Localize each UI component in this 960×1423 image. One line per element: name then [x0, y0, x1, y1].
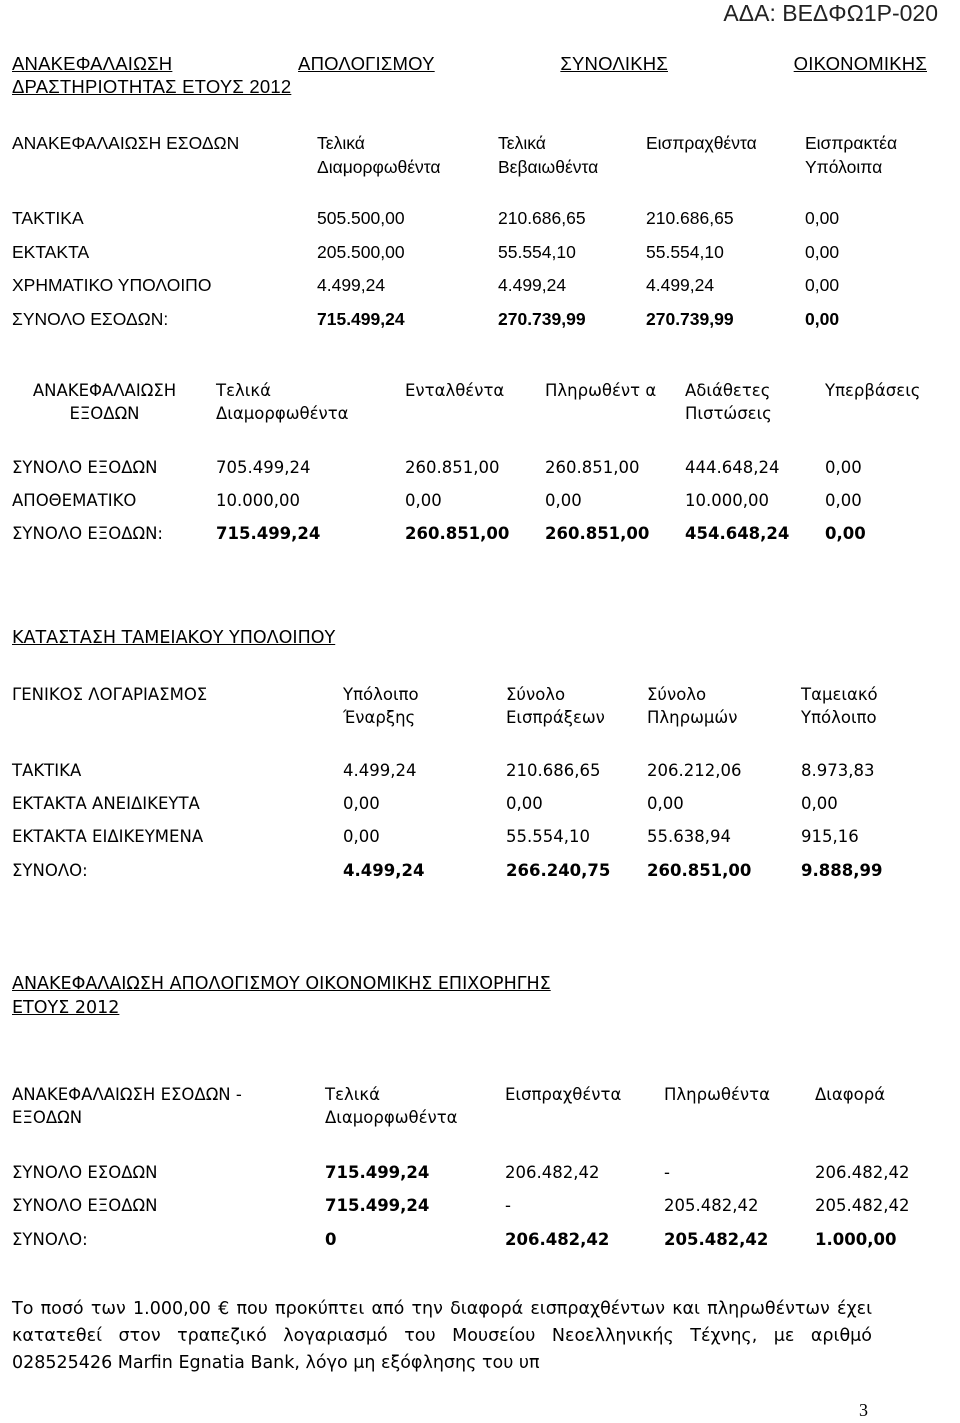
table-header: Υπόλοιπο Έναρξης [343, 685, 419, 727]
table-cell: ΣΥΝΟΛΟ ΕΞΟΔΩΝ [12, 458, 158, 477]
table-header: Αδιάθετες Πιστώσεις [685, 381, 772, 423]
table-cell: 260.851,00 [647, 861, 752, 880]
table-cell: 206.482,42 [505, 1163, 600, 1182]
table-header: ΓΕΝΙΚΟΣ ΛΟΓΑΡΙΑΣΜΟΣ [12, 685, 208, 704]
table-header: Τελικά Βεβαιωθέντα [498, 133, 599, 177]
section-title-grant-line2: ΕΤΟΥΣ 2012 [12, 998, 120, 1018]
table-header: Τελικά Διαμορφωθέντα [317, 133, 441, 177]
title-word: ΑΝΑΚΕΦΑΛΑΙΩΣΗ [12, 53, 173, 74]
table-cell: 270.739,99 [498, 309, 586, 329]
table-header: Εισπραχθέντα [646, 133, 757, 153]
section-title-overall [12, 53, 927, 75]
table-cell: 260.851,00 [545, 458, 640, 477]
table-cell: 0,00 [343, 794, 380, 813]
table-cell: 4.499,24 [646, 275, 715, 295]
table-cell: 205.482,42 [664, 1196, 759, 1215]
table-cell: 444.648,24 [685, 458, 780, 477]
table-cell: 0,00 [343, 827, 380, 846]
table-cell: 205.482,42 [664, 1230, 769, 1249]
title-word: ΟΙΚΟΝΟΜΙΚΗΣ [793, 53, 927, 74]
table-header: Τελικά Διαμορφωθέντα [216, 381, 349, 423]
table-cell: 0,00 [405, 491, 442, 510]
document-code: ΑΔΑ: ΒΕΔΦΩ1Ρ-020 [723, 0, 938, 26]
title-word: ΣΥΝΟΛΙΚΗΣ [560, 53, 668, 74]
table-cell: 0,00 [801, 794, 838, 813]
table-cell: 206.212,06 [647, 761, 742, 780]
table-cell: 4.499,24 [317, 275, 386, 295]
table-header: Πληρωθέντ α [545, 381, 657, 400]
table-cell: 55.554,10 [498, 242, 576, 262]
table-header: ΑΝΑΚΕΦΑΛΑΙΩΣΗ ΕΣΟΔΩΝ - ΕΞΟΔΩΝ [12, 1085, 242, 1127]
table-cell: ΣΥΝΟΛΟ ΕΞΟΔΩΝ [12, 1196, 158, 1215]
table-cell: ΑΠΟΘΕΜΑΤΙΚΟ [12, 491, 137, 510]
table-cell: 55.554,10 [506, 827, 590, 846]
table-cell: 9.888,99 [801, 861, 883, 880]
section-title-cash: ΚΑΤΑΣΤΑΣΗ ΤΑΜΕΙΑΚΟΥ ΥΠΟΛΟΙΠΟΥ [12, 628, 336, 648]
table-cell: 0,00 [506, 794, 543, 813]
table-cell: 210.686,65 [506, 761, 601, 780]
table-cell: 205.482,42 [815, 1196, 910, 1215]
table-cell: 260.851,00 [405, 524, 510, 543]
table-cell: ΣΥΝΟΛΟ ΕΞΟΔΩΝ: [12, 524, 163, 543]
body-paragraph: Το ποσό των 1.000,00 € που προκύπτει από την διαφορά εισπραχθέντων και πληρωθέντων έχει κατατεθεί στον τραπεζικό λογαριασμό του Μουσείου Νεοελληνικής Τέχνης, με αριθμό 028525426 Marfin Egnatia Bank, λόγο μη εξόφλησης του υπ [12, 1299, 872, 1373]
table-cell: 4.499,24 [343, 761, 417, 780]
table-cell: ΕΚΤΑΚΤΑ ΑΝΕΙΔΙΚΕΥΤΑ [12, 794, 200, 813]
table-cell: 0,00 [647, 794, 684, 813]
table-cell: ΕΚΤΑΚΤΑ ΕΙΔΙΚΕΥΜΕΝΑ [12, 827, 204, 846]
table-cell: 0,00 [545, 491, 582, 510]
table-cell: 715.499,24 [325, 1163, 430, 1182]
table-cell: - [505, 1196, 511, 1215]
table-cell: 454.648,24 [685, 524, 790, 543]
table-cell: 0,00 [825, 458, 862, 477]
table-cell: 260.851,00 [545, 524, 650, 543]
table-cell: 205.500,00 [317, 242, 405, 262]
table-cell: ΕΚΤΑΚΤΑ [12, 242, 90, 262]
table-cell: 0,00 [825, 524, 866, 543]
table-cell: 210.686,65 [498, 208, 586, 228]
table-cell: 206.482,42 [815, 1163, 910, 1182]
table-cell: ΤΑΚΤΙΚΑ [12, 761, 82, 780]
title-word: ΑΠΟΛΟΓΙΣΜΟΥ [298, 53, 435, 74]
table-cell: 715.499,24 [325, 1196, 430, 1215]
table-cell: 705.499,24 [216, 458, 311, 477]
table-header: Υπερβάσεις [825, 381, 921, 400]
table-header: Διαφορά [815, 1085, 886, 1104]
table-cell: 0,00 [805, 242, 840, 262]
table-cell: 10.000,00 [685, 491, 769, 510]
section-title-grant: ΑΝΑΚΕΦΑΛΑΙΩΣΗ ΑΠΟΛΟΓΙΣΜΟΥ ΟΙΚΟΝΟΜΙΚΗΣ ΕΠΙΧΟΡΗΓΗΣ [12, 974, 551, 994]
table-cell: 55.638,94 [647, 827, 731, 846]
table-header: Τελικά Διαμορφωθέντα [325, 1085, 458, 1127]
table-header: Ενταλθέντα [405, 381, 505, 400]
table-cell: 0,00 [805, 275, 840, 295]
table-cell: 55.554,10 [646, 242, 724, 262]
table-cell: 715.499,24 [317, 309, 405, 329]
section-title-overall-line2: ΔΡΑΣΤΗΡΙΟΤΗΤΑΣ ΕΤΟΥΣ 2012 [12, 76, 292, 97]
table-cell: 505.500,00 [317, 208, 405, 228]
table-header: Εισπραχθέντα [505, 1085, 622, 1104]
table-cell: 4.499,24 [343, 861, 425, 880]
table-cell: 1.000,00 [815, 1230, 897, 1249]
table-cell: 210.686,65 [646, 208, 734, 228]
table-cell: ΤΑΚΤΙΚΑ [12, 208, 84, 228]
table-cell: 0,00 [805, 309, 840, 329]
table-cell: ΧΡΗΜΑΤΙΚΟ ΥΠΟΛΟΙΠΟ [12, 275, 212, 295]
table-cell: 0 [325, 1230, 337, 1249]
table-cell: 266.240,75 [506, 861, 611, 880]
table-cell: 4.499,24 [498, 275, 567, 295]
table-cell: - [664, 1163, 670, 1182]
table-cell: 260.851,00 [405, 458, 500, 477]
table-cell: 10.000,00 [216, 491, 300, 510]
table-header: Σύνολο Εισπράξεων [506, 685, 605, 727]
table-cell: 270.739,99 [646, 309, 734, 329]
table-cell: 0,00 [825, 491, 862, 510]
table-cell: ΣΥΝΟΛΟ: [12, 861, 88, 880]
table-cell: 206.482,42 [505, 1230, 610, 1249]
table-header: Πληρωθέντα [664, 1085, 770, 1104]
table-header: Ταμειακό Υπόλοιπο [801, 685, 878, 727]
table-cell: 0,00 [805, 208, 840, 228]
table-header: Σύνολο Πληρωμών [647, 685, 738, 727]
table-cell: 915,16 [801, 827, 859, 846]
table-header: ΑΝΑΚΕΦΑΛΑΙΩΣΗ ΕΞΟΔΩΝ [32, 381, 177, 423]
table-header: Εισπρακτέα Υπόλοιπα [805, 133, 898, 177]
table-cell: ΣΥΝΟΛΟ: [12, 1230, 88, 1249]
table-cell: ΣΥΝΟΛΟ ΕΣΟΔΩΝ: [12, 309, 169, 329]
table-cell: 715.499,24 [216, 524, 321, 543]
table-header: ΑΝΑΚΕΦΑΛΑΙΩΣΗ ΕΣΟΔΩΝ [12, 133, 240, 153]
page-number: 3 [859, 1400, 868, 1420]
table-cell: ΣΥΝΟΛΟ ΕΣΟΔΩΝ [12, 1163, 158, 1182]
table-cell: 8.973,83 [801, 761, 875, 780]
